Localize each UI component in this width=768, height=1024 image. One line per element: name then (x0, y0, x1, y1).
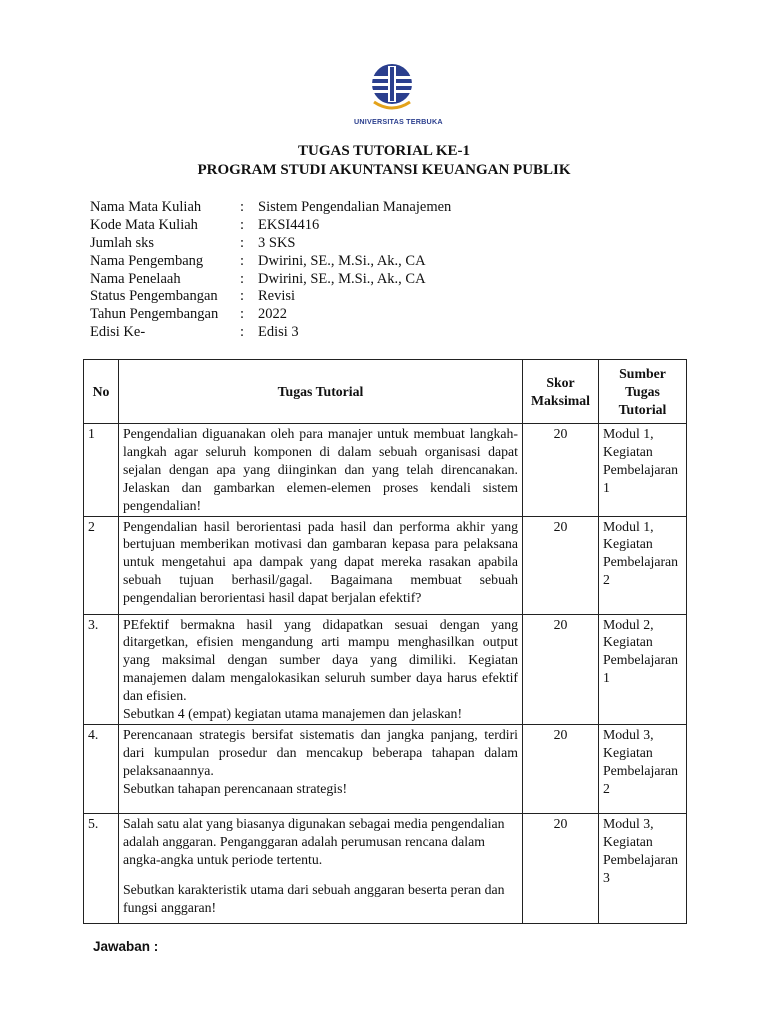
task-score: 20 (523, 724, 599, 813)
task-question: Sebutkan 4 (empat) kegiatan utama manajemen dan jelaskan! (123, 706, 463, 722)
course-info-colon: : (240, 288, 245, 305)
task-source (599, 724, 687, 813)
task-number: 5. (84, 813, 119, 923)
course-info-value: Dwirini, SE., M.Si., Ak., CA (258, 252, 426, 269)
course-info (90, 199, 451, 342)
course-info-row (90, 271, 451, 289)
page-subtitle: PROGRAM STUDI AKUNTANSI KEUANGAN PUBLIK (197, 162, 571, 178)
task-description (119, 724, 523, 813)
task-score: 20 (523, 813, 599, 923)
course-info-row (90, 235, 451, 253)
task-description (119, 614, 523, 724)
university-name: UNIVERSITAS TERBUKA (354, 117, 443, 126)
task-description-text: Perencanaan strategis bersifat sistematis dan jangka panjang, terdiri dari kumpulan prosedur dan mencakup beberapa tahapan dalam pelaksanaannya. (123, 726, 518, 778)
task-source-number: 1 (603, 479, 610, 495)
task-source-module: Modul 1, (603, 518, 654, 534)
course-info-label: Jumlah sks (90, 234, 155, 251)
task-description (119, 813, 523, 923)
task-source (599, 424, 687, 517)
header-source: Sumber Tugas Tutorial (599, 360, 687, 424)
course-info-value: Edisi 3 (258, 324, 299, 341)
table-row (84, 724, 687, 813)
task-source-module: Modul 3, (603, 726, 654, 742)
task-source (599, 813, 687, 923)
task-source-activity: Kegiatan (603, 536, 653, 552)
course-info-value: 2022 (258, 306, 287, 323)
course-info-label: Status Pengembangan (90, 288, 218, 305)
task-source-number: 2 (603, 572, 610, 588)
header-score: Skor Maksimal (523, 360, 599, 424)
task-source-number: 3 (603, 869, 610, 885)
task-description-text: Pengendalian diguanakan oleh para manajer untuk membuat langkah-langkah agar seluruh komponen di dalam sebuah organisasi dapat sejalan dengan apa yang diinginkan dan yang telah direncanakan. Jelaskan dan gambarkan elemen-elemen proses kendali sistem pengendalian! (123, 426, 518, 513)
task-source-activity: Kegiatan (603, 744, 653, 760)
task-description (119, 516, 523, 614)
course-info-value: Sistem Pengendalian Manajemen (258, 199, 452, 215)
task-description-text: Pengendalian hasil berorientasi pada hasil dan performa akhir yang bertujuan memberikan motivasi dan gambaran kepasa para pelaksana untuk mengetahui apa dampak yang dapat mereka rasakan apabila sebuah tujuan berhasil/gagal. Bagaimana membuat sebuah pengendalian berorientasi hasil dapat berjalan efektif? (123, 518, 518, 606)
course-info-row (90, 217, 451, 235)
course-info-colon: : (240, 324, 245, 341)
task-source-module: Modul 2, (603, 616, 654, 632)
task-source-activity: Kegiatan (603, 833, 653, 849)
task-score: 20 (523, 614, 599, 724)
course-info-colon: : (240, 216, 245, 233)
course-info-row (90, 288, 451, 306)
task-source-activity: Kegiatan (603, 634, 653, 650)
course-info-value: Dwirini, SE., M.Si., Ak., CA (258, 270, 426, 287)
header-task: Tugas Tutorial (119, 360, 523, 424)
course-info-colon: : (240, 306, 245, 323)
course-info-label: Nama Pengembang (90, 252, 204, 269)
university-logo (354, 62, 443, 140)
task-number: 2 (84, 516, 119, 614)
table-header-row (84, 360, 687, 424)
course-info-label: Tahun Pengembangan (90, 306, 219, 323)
task-description-text: Salah satu alat yang biasanya digunakan sebagai media pengendalian adalah anggaran. Penganggaran adalah perumusan rencana dalam angka-angka untuk periode tertentu. (123, 815, 505, 867)
task-question: Sebutkan tahapan perencanaan strategis! (123, 780, 348, 796)
task-source-learning: Pembelajaran (603, 762, 679, 778)
task-source-module: Modul 1, (603, 426, 654, 441)
course-info-row (90, 306, 451, 324)
task-description (119, 424, 523, 517)
course-info-colon: : (240, 270, 245, 287)
course-info-label: Kode Mata Kuliah (90, 216, 198, 233)
task-number: 4. (84, 724, 119, 813)
page-title: TUGAS TUTORIAL KE-1 (298, 143, 470, 159)
tutorial-task-table (83, 359, 687, 924)
task-source-learning: Pembelajaran (603, 652, 679, 668)
task-score: 20 (523, 424, 599, 517)
header-no: No (84, 360, 119, 424)
course-info-label: Nama Penelaah (90, 270, 181, 287)
table-row (84, 813, 687, 923)
task-number: 1 (84, 424, 119, 517)
task-source (599, 614, 687, 724)
task-source-learning: Pembelajaran (603, 851, 679, 867)
task-number: 3. (84, 614, 119, 724)
course-info-colon: : (240, 252, 245, 269)
course-info-row (90, 253, 451, 271)
course-info-value: 3 SKS (258, 234, 296, 251)
course-info-row (90, 199, 451, 217)
task-source-number: 2 (603, 780, 610, 796)
task-source-learning: Pembelajaran (603, 461, 679, 477)
table-row (84, 614, 687, 724)
task-score: 20 (523, 516, 599, 614)
table-row (84, 424, 687, 517)
task-source-module: Modul 3, (603, 815, 654, 831)
course-info-value: EKSI4416 (258, 216, 320, 233)
course-info-row (90, 324, 451, 342)
task-source-activity: Kegiatan (603, 443, 653, 459)
course-info-value: Revisi (258, 288, 296, 305)
answer-label: Jawaban : (93, 939, 159, 954)
task-question: Sebutkan karakteristik utama dari sebuah anggaran beserta peran dan fungsi anggaran! (123, 881, 505, 915)
task-source-number: 1 (603, 670, 610, 686)
task-source-learning: Pembelajaran (603, 554, 679, 570)
task-description-text: PEfektif bermakna hasil yang didapatkan sesuai dengan yang ditargetkan, efisien mengandung arti mampu menghasilkan output yang maksimal dengan sumber daya yang dimiliki. Kegiatan manajemen dalam mengalokasikan seluruh sumber daya harus efektif dan efisien. (123, 616, 518, 704)
course-info-colon: : (240, 199, 245, 215)
task-source (599, 516, 687, 614)
course-info-label: Nama Mata Kuliah (90, 199, 202, 215)
course-info-label: Edisi Ke- (90, 324, 146, 341)
university-emblem-icon (369, 62, 415, 116)
course-info-colon: : (240, 234, 245, 251)
table-row (84, 516, 687, 614)
